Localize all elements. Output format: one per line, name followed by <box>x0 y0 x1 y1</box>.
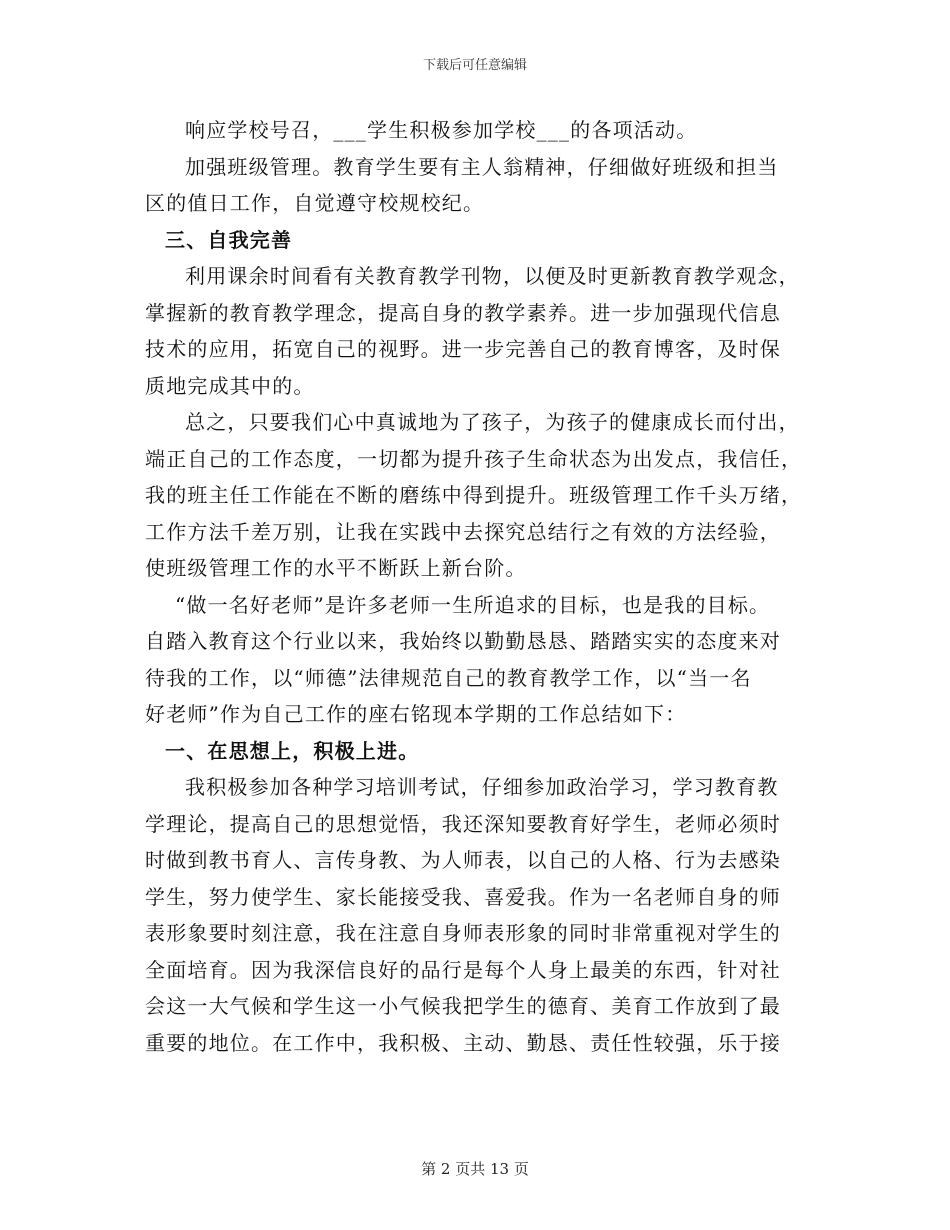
text-line: 重要的地位。在工作中，我积极、主动、勤恳、责任性较强，乐于接 <box>145 1030 781 1055</box>
text-line: 学理论，提高自己的思想觉悟，我还深知要教育好学生，老师必须时 <box>145 811 781 836</box>
text-line: 自踏入教育这个行业以来，我始终以勤勤恳恳、踏踏实实的态度来对 <box>145 629 781 653</box>
document-body <box>145 112 805 1061</box>
text-line: 技术的应用，拓宽自己的视野。进一步完善自己的教育博客，及时保 <box>145 337 781 361</box>
text-line: 质地完成其中的。 <box>145 373 315 398</box>
heading-text: 一、在思想上，积极上进。 <box>165 738 420 763</box>
section-heading-self-improvement <box>145 222 805 259</box>
text-line: 我积极参加各种学习培训考试，仔细参加政治学习，学习教育教 <box>185 775 779 799</box>
text-line: 使班级管理工作的水平不断跃上新台阶。 <box>145 556 527 580</box>
text-line: 端正自己的工作态度，一切都为提升孩子生命状态为出发点，我信任， <box>145 446 803 471</box>
text-line: 我的班主任工作能在不断的磨练中得到提升。班级管理工作千头万绪， <box>145 483 803 507</box>
text-line: 利用课余时间看有关教育教学刊物，以便及时更新教育教学观念， <box>185 264 800 288</box>
text-line: 响应学校号召，___学生积极参加学校___的各项活动。 <box>185 118 698 142</box>
page-header: 下载后可任意编辑 <box>422 58 527 73</box>
section-heading-thought <box>145 733 805 770</box>
text-line: 好老师”作为自己工作的座右铭现本学期的工作总结如下： <box>145 702 687 726</box>
paragraph-summary <box>145 404 805 587</box>
text-line: 工作方法千差万别，让我在实践中去探究总结行之有效的方法经验， <box>145 519 781 544</box>
paragraph-good-teacher <box>145 587 805 733</box>
paragraph-thought <box>145 769 805 1061</box>
text-line: 区的值日工作，自觉遵守校规校纪。 <box>145 191 485 215</box>
paragraph-self-improvement <box>145 258 805 404</box>
text-line: 全面培育。因为我深信良好的品行是每个人身上最美的东西，针对社 <box>145 957 781 982</box>
text-line: “做一名好老师”是许多老师一生所追求的目标，也是我的目标。 <box>175 592 771 617</box>
text-line: 时做到教书育人、言传身教、为人师表，以自己的人格、行为去感染 <box>145 848 781 872</box>
text-line: 表形象要时刻注意，我在注意自身师表形象的同时非常重视对学生的 <box>145 921 781 945</box>
page-footer: 第 2 页共 13 页 <box>421 1160 529 1178</box>
text-line: 待我的工作，以“师德”法律规范自己的教育教学工作，以“当一名 <box>145 665 752 690</box>
heading-text: 三、自我完善 <box>165 227 293 252</box>
text-line: 学生，努力使学生、家长能接受我、喜爱我。作为一名老师自身的师 <box>145 884 781 909</box>
text-line: 会这一大气候和学生这一小气候我把学生的德育、美育工作放到了最 <box>145 994 781 1018</box>
text-line: 掌握新的教育教学理念，提高自身的教学素养。进一步加强现代信息 <box>145 300 781 325</box>
paragraph-class-management <box>145 149 805 222</box>
text-line: 总之，只要我们心中真诚地为了孩子，为孩子的健康成长而付出， <box>185 410 800 434</box>
text-line: 加强班级管理。教育学生要有主人翁精神，仔细做好班级和担当 <box>185 154 779 179</box>
paragraph-activities <box>145 112 805 149</box>
